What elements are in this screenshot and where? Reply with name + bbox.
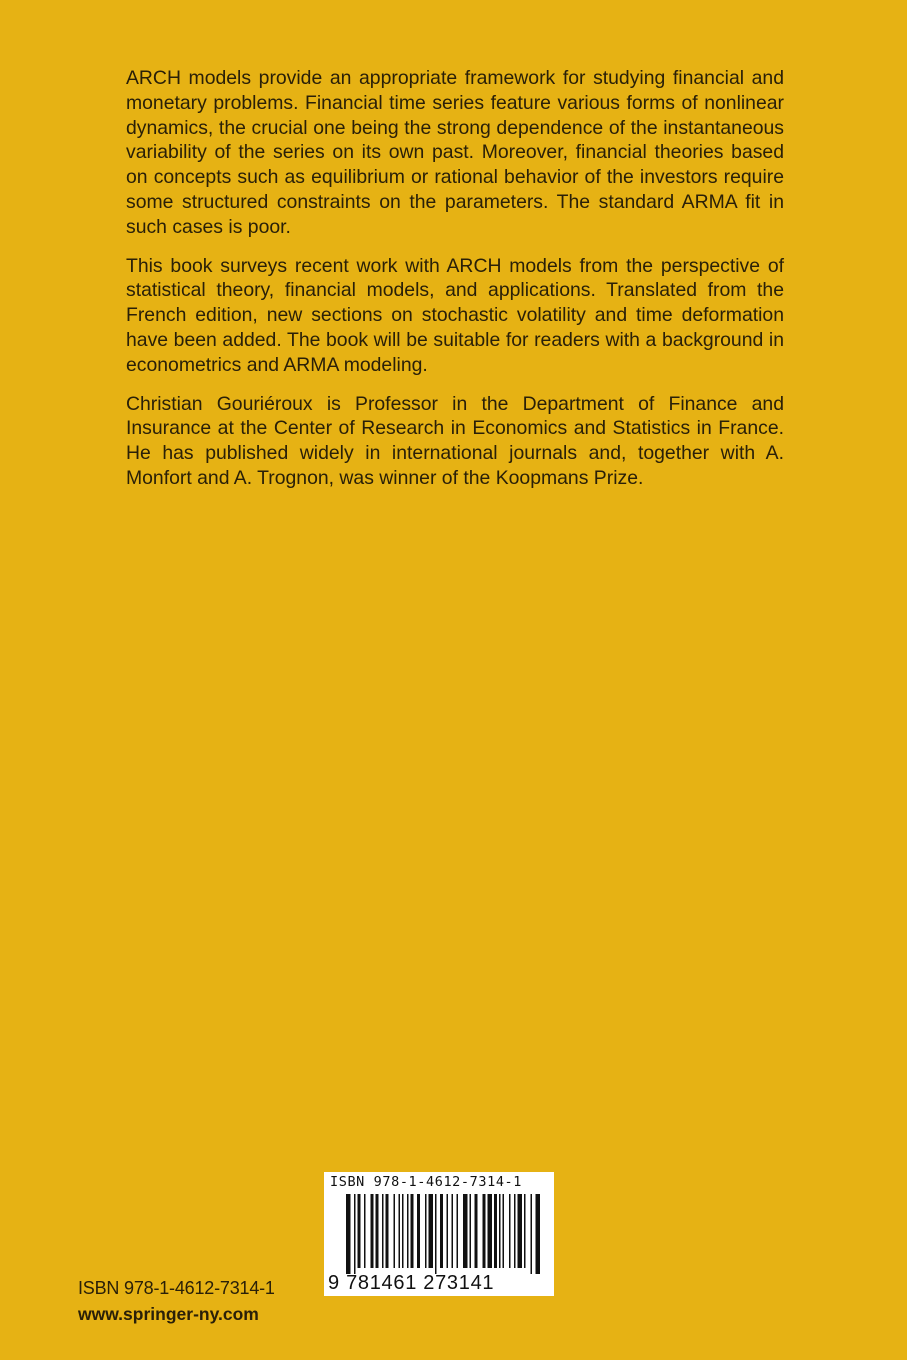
barcode-bar (407, 1194, 409, 1268)
barcode-bar (376, 1194, 379, 1268)
barcode-bar (399, 1194, 401, 1268)
description-paragraph-1: ARCH models provide an appropriate framework for studying financial and monetary problems. Financial time series feature various forms of nonlinear dynamics, the crucial one being the strong dependence of the instantaneous variability of the series on its own past. Moreover, financial theories based on concepts such as equilibrium or rational behavior of the investors require some structured constraints on the parameters. The standard ARMA fit in such cases is poor. (126, 67, 784, 238)
barcode-bar (483, 1194, 486, 1268)
barcode-bar (488, 1194, 493, 1268)
barcode-bar (514, 1194, 516, 1268)
barcode-bar (536, 1194, 541, 1274)
barcode-bar (518, 1194, 523, 1268)
barcode-bar (429, 1194, 434, 1268)
barcode-bar (499, 1194, 501, 1268)
barcode-bar (425, 1194, 427, 1268)
description-paragraph-2: This book surveys recent work with ARCH models from the perspective of statistical theory, financial models, and applications. Translated from the French edition, new sections on stochastic volatility and time deformation have been added. The book will be suitable for readers with a background in econometrics and ARMA modeling. (126, 254, 784, 376)
barcode-bar (503, 1194, 505, 1268)
barcode-bar (364, 1194, 366, 1268)
barcode-bar (394, 1194, 396, 1268)
barcode-bar (440, 1194, 443, 1268)
barcode-bar (470, 1194, 472, 1268)
barcode-digits: 9 781461 273141 (328, 1272, 495, 1294)
barcode-bar (411, 1194, 414, 1268)
description-paragraph-3: Christian Gouriéroux is Professor in the Department of Finance and Insurance at the Center of Research in Economics and Statistics in France. He has published widely in international journals and, together with A. Monfort and A. Trognon, was winner of the Koopmans Prize. (126, 392, 784, 489)
barcode-bar (386, 1194, 389, 1268)
barcode-bar (382, 1194, 384, 1268)
barcode (324, 1172, 554, 1296)
barcode-bar (354, 1194, 356, 1274)
barcode-bar (494, 1194, 497, 1268)
back-cover-description (126, 66, 784, 505)
barcode-bar (452, 1194, 454, 1268)
barcode-bar (346, 1194, 351, 1274)
barcode-bar (371, 1194, 374, 1268)
barcode-bar (531, 1194, 533, 1274)
isbn-number: ISBN 978-1-4612-7314-1 (78, 1278, 275, 1298)
barcode-bar (435, 1194, 437, 1274)
barcode-bars (324, 1192, 554, 1274)
publisher-website-link[interactable]: www.springer-ny.com (78, 1304, 259, 1324)
barcode-bar (358, 1194, 361, 1268)
barcode-bar (524, 1194, 526, 1268)
barcode-bar (457, 1194, 459, 1268)
barcode-bar (417, 1194, 420, 1268)
barcode-bar (475, 1194, 478, 1268)
barcode-bar (463, 1194, 468, 1268)
barcode-isbn-label: ISBN 978-1-4612-7314-1 (330, 1174, 523, 1190)
barcode-bar (447, 1194, 449, 1268)
barcode-bar (402, 1194, 404, 1268)
barcode-bar (509, 1194, 511, 1268)
